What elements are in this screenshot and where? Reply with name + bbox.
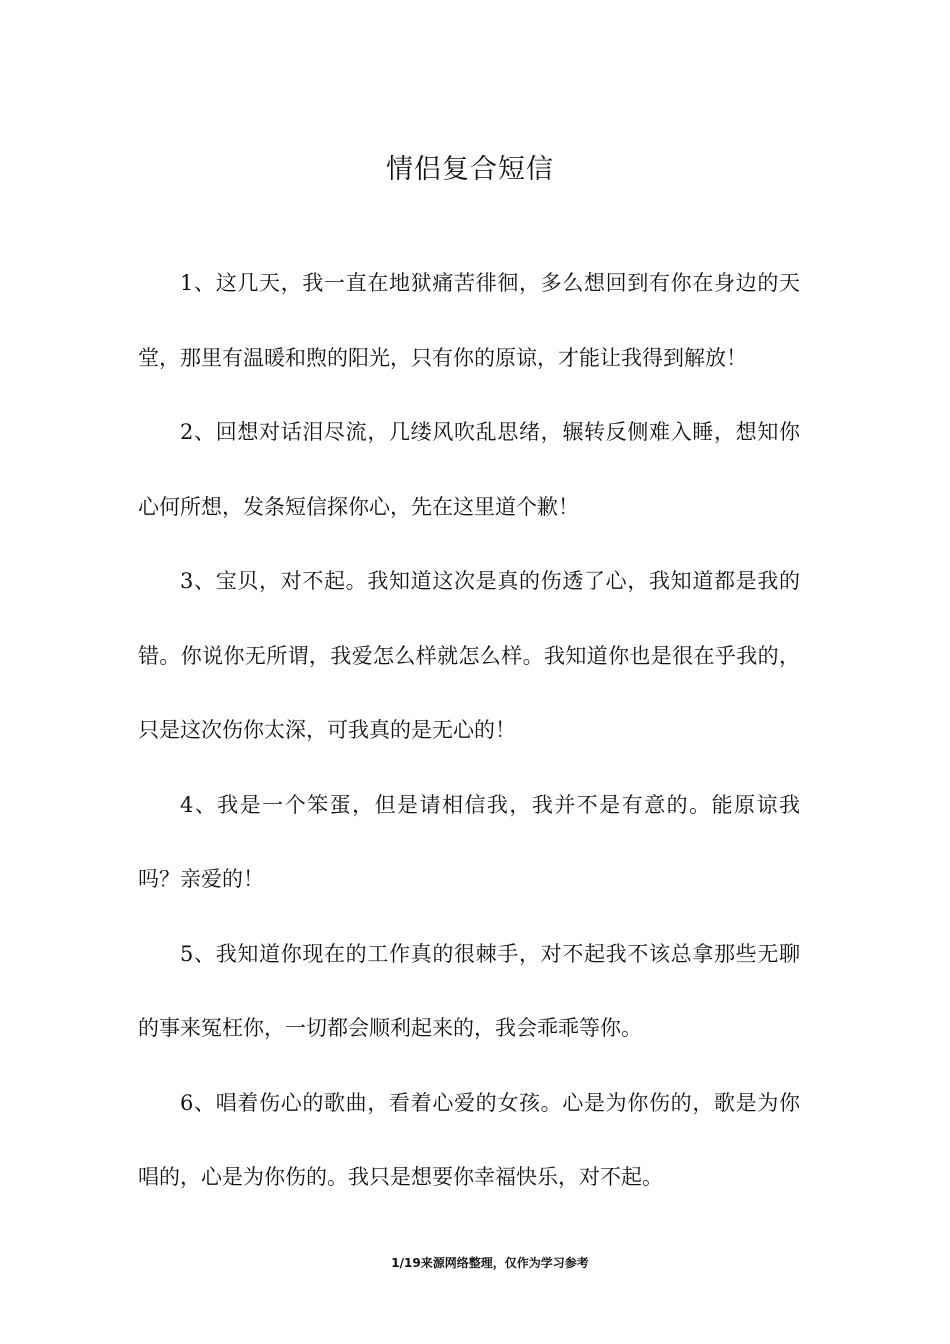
paragraph-5: 5、我知道你现在的工作真的很棘手，对不起我不该总拿那些无聊的事来冤枉你，一切都会顺利起来的，我会乖乖等你。 xyxy=(138,941,800,1040)
paragraph-3: 3、宝贝，对不起。我知道这次是真的伤透了心，我知道都是我的错。你说你无所谓，我爱怎么样就怎么样。我知道你也是很在乎我的，只是这次伤你太深，可我真的是无心的！ xyxy=(138,569,800,742)
paragraph-4: 4、我是一个笨蛋，但是请相信我，我并不是有意的。能原谅我吗？亲爱的！ xyxy=(138,792,800,891)
document-body xyxy=(138,246,800,1215)
page-title: 情侣复合短信 xyxy=(386,154,554,185)
paragraph-6: 6、唱着伤心的歌曲，看着心爱的女孩。心是为你伤的，歌是为你唱的，心是为你伤的。我只是想要你幸福快乐，对不起。 xyxy=(138,1090,800,1189)
page-footer: 1/19来源网络整理，仅作为学习参考 xyxy=(391,1256,589,1270)
paragraph-1: 1、这几天，我一直在地狱痛苦徘徊，多么想回到有你在身边的天堂，那里有温暖和煦的阳光，只有你的原谅，才能让我得到解放！ xyxy=(138,271,800,370)
paragraph-2: 2、回想对话泪尽流，几缕风吹乱思绪，辗转反侧难入睡，想知你心何所想，发条短信探你心，先在这里道个歉！ xyxy=(138,420,800,519)
